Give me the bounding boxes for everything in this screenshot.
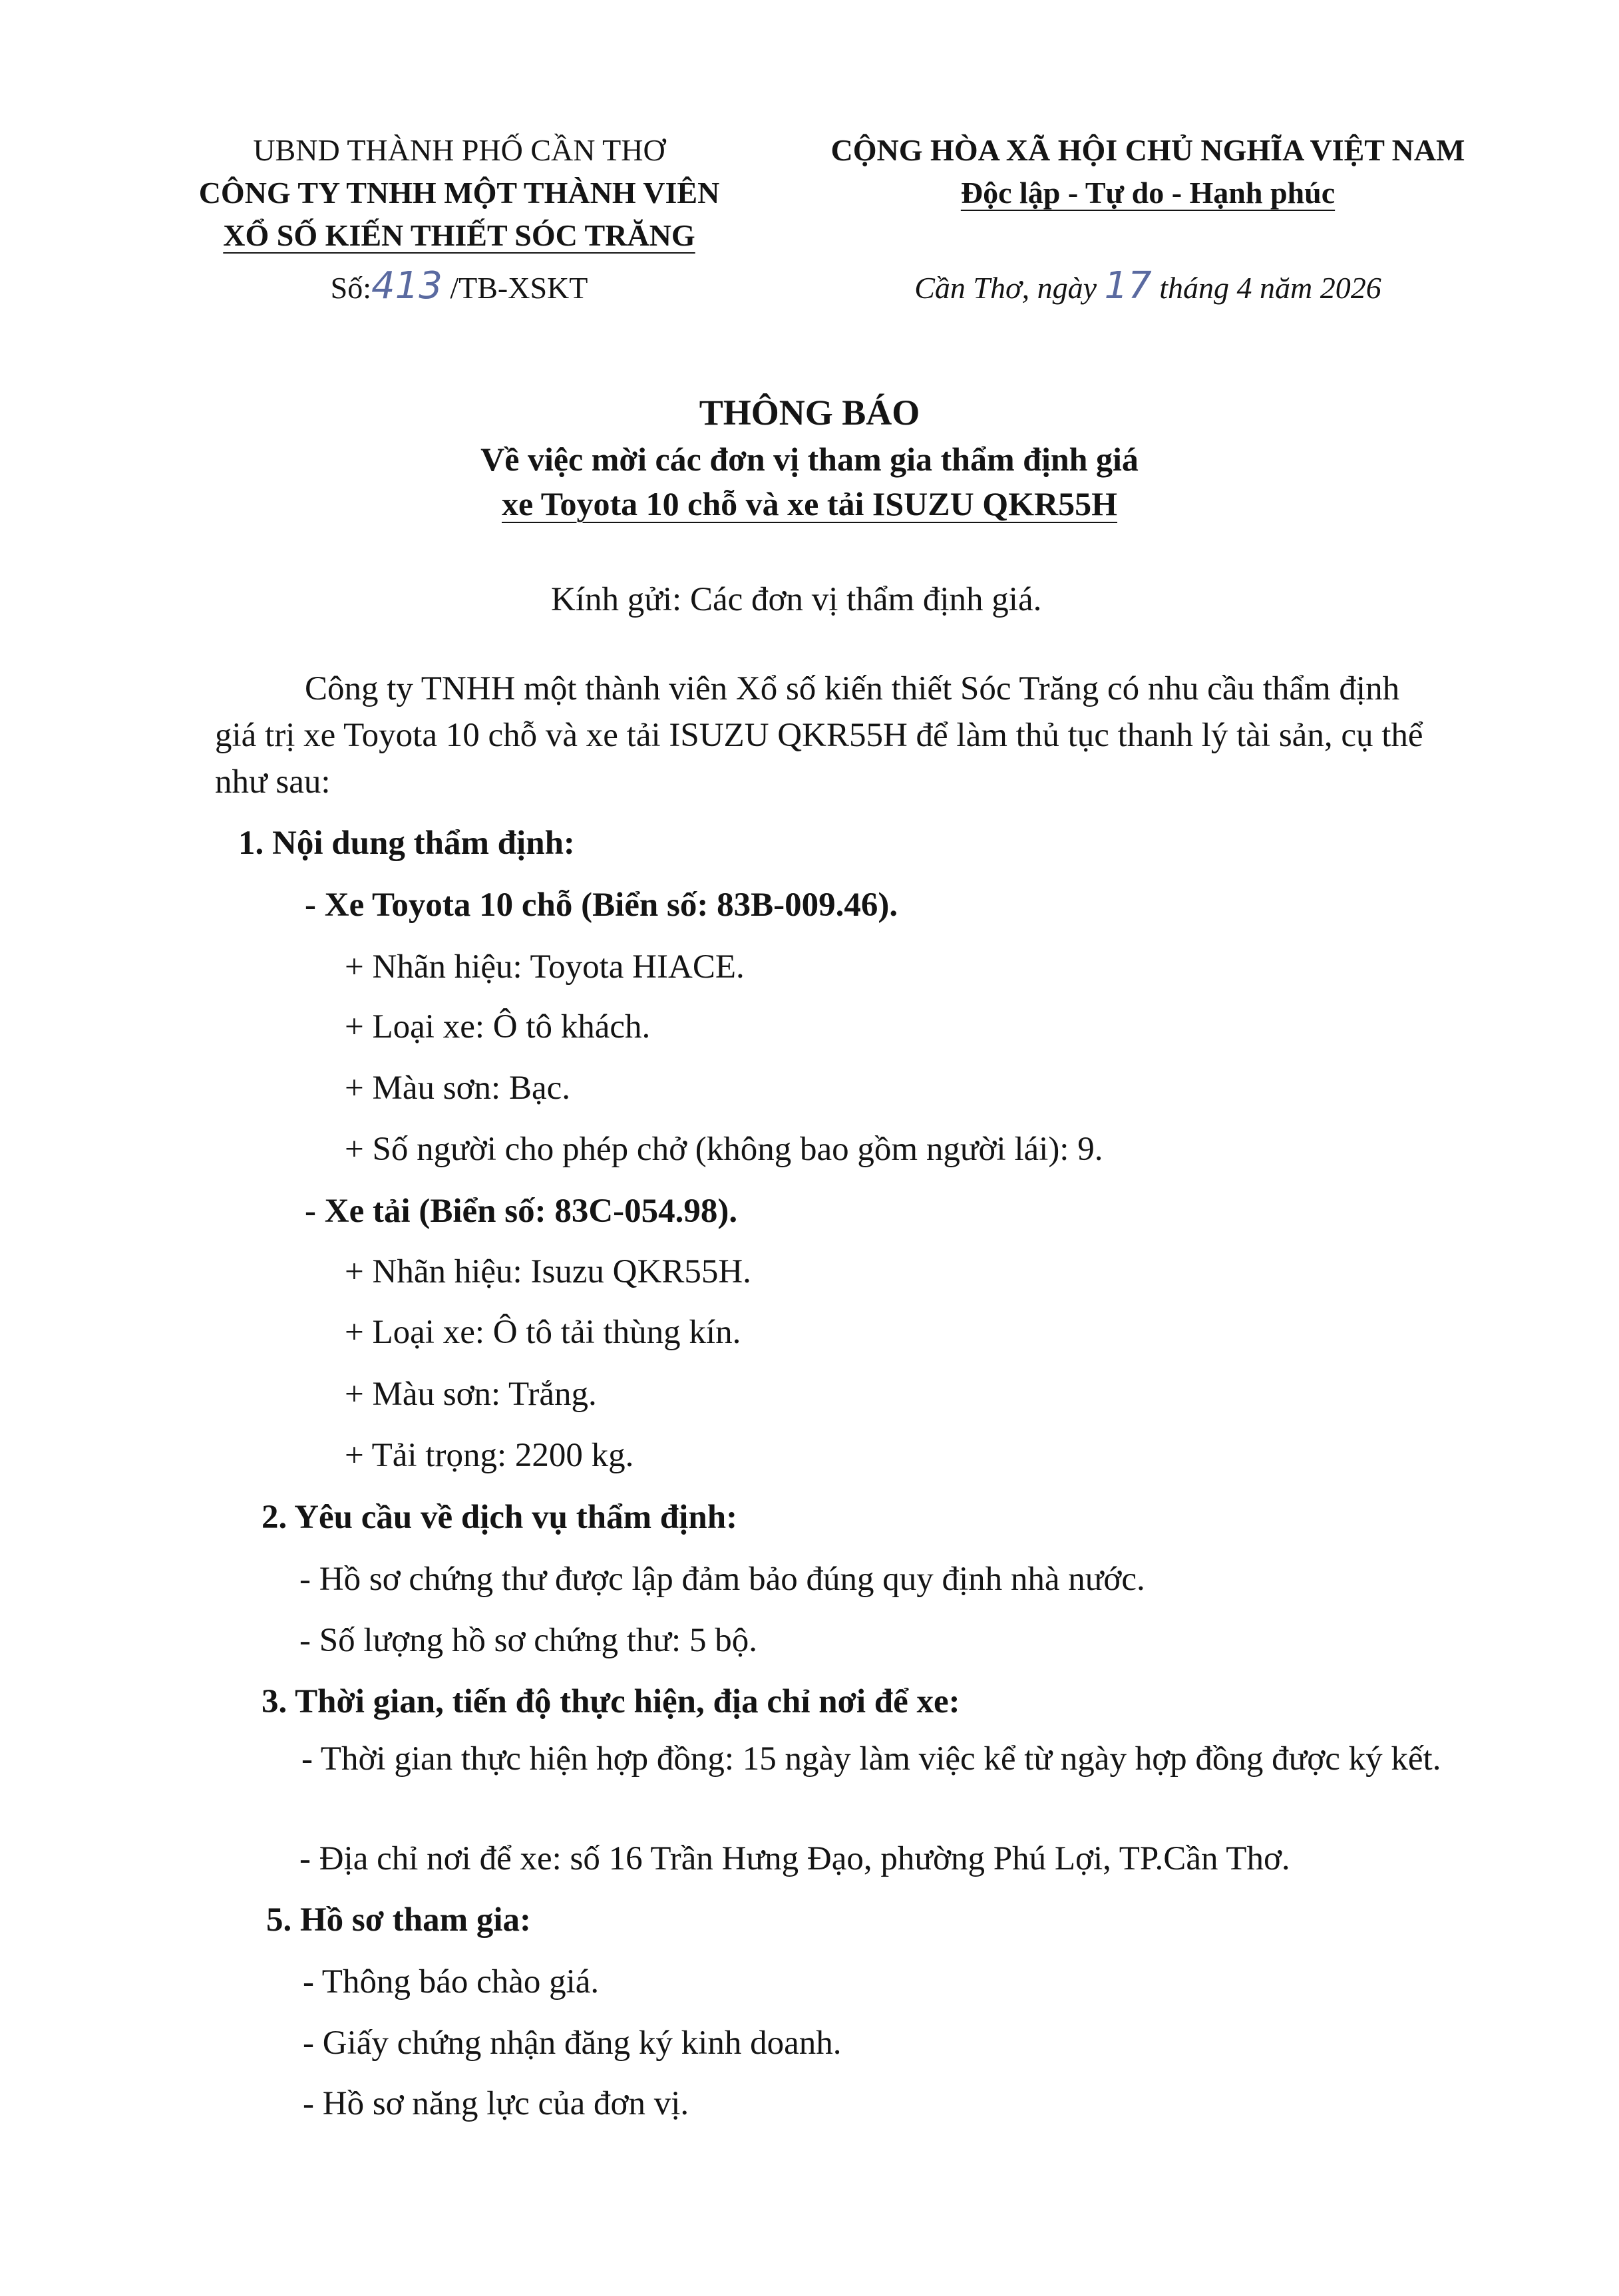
document-number-suffix: /TB-XSKT: [450, 271, 588, 305]
document-subject-line2-text: xe Toyota 10 chỗ và xe tải ISUZU QKR55H: [501, 485, 1118, 522]
issuer-company-line1: CÔNG TY TNHH MỘT THÀNH VIÊN: [198, 176, 720, 210]
document-date: [765, 265, 1530, 309]
date-handwritten-day: 17: [1104, 264, 1152, 307]
section2-item: - Số lượng hồ sơ chứng thư: 5 bộ.: [299, 1622, 757, 1659]
vehicle2-item: + Nhãn hiệu: Isuzu QKR55H.: [345, 1253, 751, 1290]
date-prefix: Cần Thơ, ngày: [914, 271, 1097, 305]
issuer-authority: UBND THÀNH PHỐ CẦN THƠ: [253, 133, 665, 167]
section5-item: - Giấy chứng nhận đăng ký kinh doanh.: [303, 2024, 842, 2062]
document-number-prefix: Số:: [330, 271, 371, 305]
section3-heading: 3. Thời gian, tiến độ thực hiện, địa chỉ nơi để xe:: [262, 1683, 960, 1720]
document-subject-line1: Về việc mời các đơn vị tham gia thẩm định giá: [480, 441, 1139, 478]
vehicle2-item: + Màu sơn: Trắng.: [345, 1376, 597, 1413]
section3-item-duration: - Thời gian thực hiện hợp đồng: 15 ngày làm việc kể từ ngày hợp đồng được ký kết.: [301, 1740, 1441, 1778]
national-motto-text: Độc lập - Tự do - Hạnh phúc: [960, 176, 1336, 210]
intro-paragraph: Công ty TNHH một thành viên Xổ số kiến thiết Sóc Trăng có nhu cầu thẩm định giá trị xe Toyota 10 chỗ và xe tải ISUZU QKR55H để làm thủ tục thanh lý tài sản, cụ thể như sau:: [215, 670, 1423, 801]
section2-heading: 2. Yêu cầu về dịch vụ thẩm định:: [262, 1499, 738, 1536]
national-motto: [765, 172, 1530, 214]
salutation: Kính gửi: Các đơn vị thẩm định giá.: [551, 581, 1042, 618]
date-suffix: tháng 4 năm 2026: [1159, 271, 1381, 305]
vehicle2-heading: - Xe tải (Biển số: 83C-054.98).: [305, 1193, 738, 1230]
document-number-handwritten: 413: [371, 264, 443, 307]
section3-item-address: - Địa chỉ nơi để xe: số 16 Trần Hưng Đạo, phường Phú Lợi, TP.Cần Thơ.: [299, 1840, 1290, 1877]
vehicle1-item: + Loại xe: Ô tô khách.: [345, 1008, 651, 1046]
issuer-company-line2: [133, 214, 785, 257]
section2-item: - Hồ sơ chứng thư được lập đảm bảo đúng quy định nhà nước.: [299, 1561, 1145, 1598]
document-subject-line2: [0, 480, 1619, 527]
section1-heading: 1. Nội dung thẩm định:: [238, 825, 575, 862]
vehicle1-heading: - Xe Toyota 10 chỗ (Biển số: 83B-009.46).: [305, 886, 898, 924]
vehicle1-item: + Số người cho phép chở (không bao gồm người lái): 9.: [345, 1131, 1103, 1168]
vehicle1-item: + Màu sơn: Bạc.: [345, 1069, 571, 1107]
issuer-company-name: XỔ SỐ KIẾN THIẾT SÓC TRĂNG: [223, 218, 695, 252]
section5-item: - Hồ sơ năng lực của đơn vị.: [303, 2085, 689, 2122]
document-number: [133, 265, 785, 309]
section5-heading: 5. Hồ sơ tham gia:: [266, 1901, 531, 1939]
section5-item: - Thông báo chào giá.: [303, 1963, 600, 2001]
vehicle1-item: + Nhãn hiệu: Toyota HIACE.: [345, 948, 745, 986]
document-title: THÔNG BÁO: [699, 393, 920, 433]
vehicle2-item: + Loại xe: Ô tô tải thùng kín.: [345, 1314, 741, 1351]
national-title: CỘNG HÒA XÃ HỘI CHỦ NGHĨA VIỆT NAM: [830, 133, 1465, 167]
vehicle2-item: + Tải trọng: 2200 kg.: [345, 1437, 634, 1474]
